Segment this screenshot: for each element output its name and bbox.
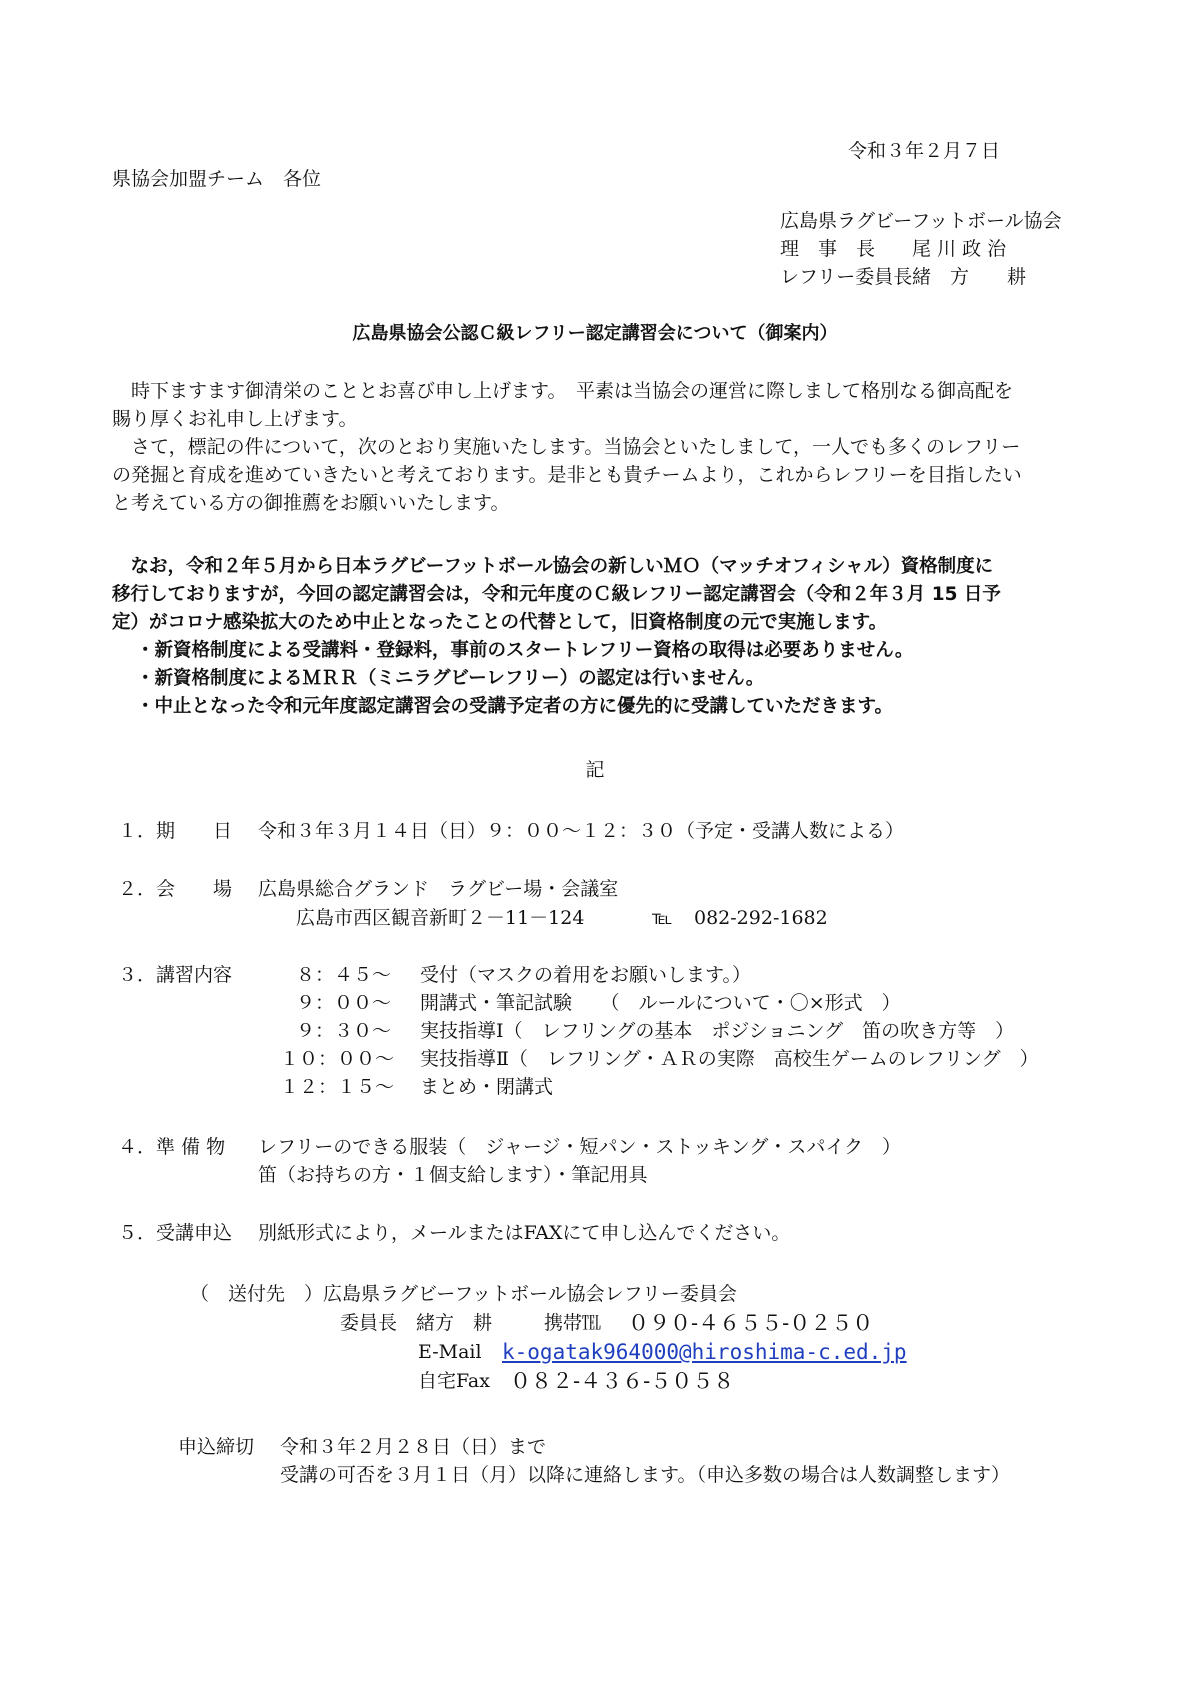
item-label: ３．講習内容: [118, 964, 233, 986]
schedule-desc: 実技指導Ⅱ（ レフリング・ＡＲの実際 高校生ゲームのレフリング ）: [420, 1048, 1039, 1070]
schedule-time: １２：１５～: [280, 1076, 395, 1098]
ki-heading: 記: [585, 759, 605, 781]
chair-name: 尾 川 政 治: [912, 238, 1007, 260]
venue-address: 広島市西区観音新町２－11－124: [296, 907, 585, 929]
schedule-time: １０：００～: [280, 1048, 395, 1070]
fax-number: ０８２-４３６-５０５８: [510, 1369, 735, 1393]
schedule-time: ９：００～: [296, 992, 392, 1014]
contact-destination: （ 送付先 ）広島県ラグビーフットボール協会レフリー委員会: [190, 1283, 737, 1305]
email-label: E-Mail: [418, 1341, 482, 1363]
intro-line: さて，標記の件について，次のとおり実施いたします。当協会といたしまして，一人でも多くのレフリー: [112, 436, 1021, 458]
addressee: 県協会加盟チーム 各位: [112, 168, 322, 190]
notice-line: なお，令和２年５月から日本ラグビーフットボール協会の新しいＭＯ（マッチオフィシャル）資格制度に: [112, 556, 994, 577]
notice-line: 定）がコロナ感染拡大のため中止となったことの代替として，旧資格制度の元で実施します。: [112, 612, 888, 633]
schedule-time: ９：３０～: [296, 1020, 392, 1042]
venue-phone: 082-292-1682: [694, 907, 828, 929]
schedule-time: ８：４５～: [296, 964, 392, 986]
deadline-value: 令和３年２月２８日（日）まで: [280, 1436, 547, 1458]
intro-line: 賜り厚くお礼申し上げます。: [112, 408, 358, 430]
chair-title: 理 事 長: [780, 238, 876, 260]
item-value: 広島県総合グランド ラグビー場・会議室: [258, 878, 619, 900]
mobile-number: ０９０-４６５５-０２５０: [628, 1311, 874, 1335]
tel-label: ℡: [652, 907, 673, 929]
item-value: 笛（お持ちの方・１個支給します）・筆記用具: [258, 1164, 648, 1186]
mobile-label: 携帯℡: [544, 1312, 602, 1334]
item-value: レフリーのできる服装（ ジャージ・短パン・ストッキング・スパイク ）: [258, 1136, 901, 1158]
item-label: ４．準 備 物: [118, 1136, 226, 1158]
notice-bullet: ・新資格制度によるＭＲＲ（ミニラグビーレフリー）の認定は行いません。: [136, 668, 765, 689]
intro-line: の発掘と育成を進めていきたいと考えております。是非とも貴チームより，これからレフリーを目指したい: [112, 464, 1022, 486]
item-label: ５．受講申込: [118, 1222, 233, 1244]
item-label: ２．会 場: [118, 878, 233, 900]
deadline-label: 申込締切: [178, 1436, 255, 1458]
schedule-desc: 開講式・筆記試験 （ ルールについて・〇×形式 ）: [420, 992, 901, 1014]
fax-label: 自宅Fax: [418, 1370, 490, 1392]
referee-chair-title: レフリー委員長: [780, 266, 913, 288]
deadline-note: 受講の可否を３月１日（月）以降に連絡します。（申込多数の場合は人数調整します）: [280, 1464, 1010, 1486]
contact-person: 委員長 緒方 耕: [340, 1312, 493, 1334]
referee-chair-name: 緒 方 耕: [912, 266, 1027, 288]
notice-bullet: ・中止となった令和元年度認定講習会の受講予定者の方に優先的に受講していただきます。: [136, 696, 894, 717]
schedule-desc: まとめ・閉講式: [420, 1076, 554, 1098]
intro-line: と考えている方の御推薦をお願いいたします。: [112, 492, 510, 514]
schedule-desc: 受付（マスクの着用をお願いします。）: [420, 964, 751, 986]
item-label: １．期 日: [118, 820, 233, 842]
issue-date: 令和３年２月７日: [847, 140, 1000, 162]
sender-org: 広島県ラグビーフットボール協会: [780, 210, 1062, 232]
item-value: 令和３年３月１４日（日）９：００～１２：３０（予定・受講人数による）: [258, 820, 905, 842]
item-value: 別紙形式により，メールまたはFAXにて申し込んでください。: [258, 1222, 791, 1244]
intro-line: 時下ますます御清栄のこととお喜び申し上げます。 平素は当協会の運営に際しまして格別なる御高配を: [112, 380, 1013, 402]
notice-bullet: ・新資格制度による受講料・登録料，事前のスタートレフリー資格の取得は必要ありません。: [136, 640, 914, 661]
notice-line: 移行しておりますが，今回の認定講習会は，令和元年度のＣ級レフリー認定講習会（令和２年３月 15 日予: [112, 584, 1001, 605]
schedule-desc: 実技指導Ⅰ（ レフリングの基本 ポジショニング 笛の吹き方等 ）: [420, 1020, 1015, 1042]
email-link[interactable]: k-ogatak964000@hiroshima-c.ed.jp: [502, 1340, 907, 1364]
document-title: 広島県協会公認Ｃ級レフリー認定講習会について（御案内）: [352, 323, 838, 344]
